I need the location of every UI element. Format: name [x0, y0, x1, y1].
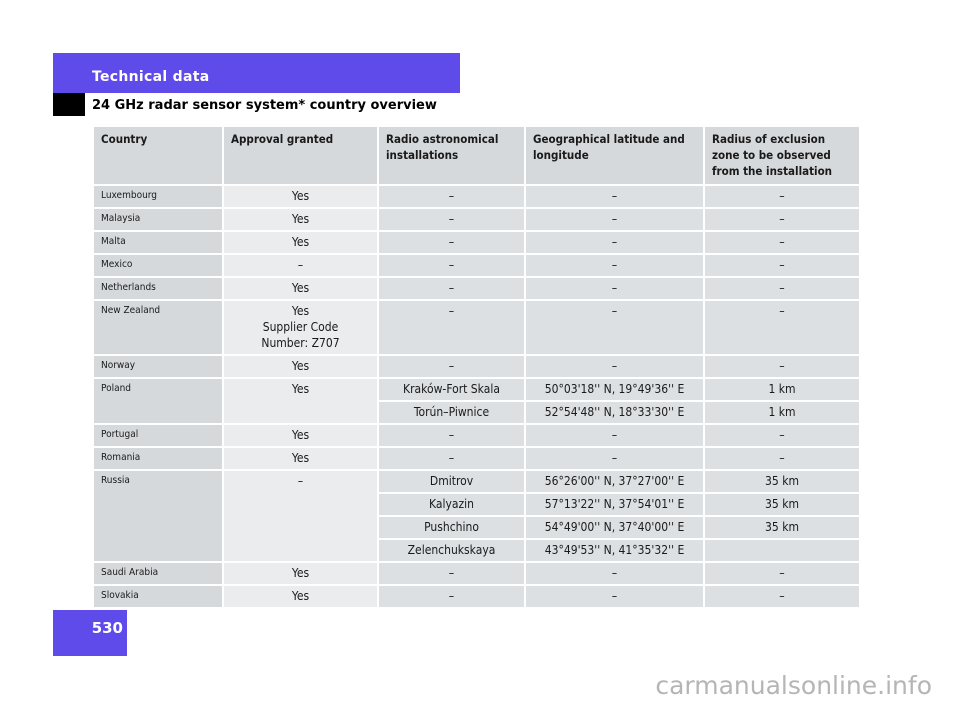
installation-cell: –: [378, 355, 525, 378]
coordinates-cell: 50°03'18'' N, 19°49'36'' E: [525, 378, 704, 401]
table-row: [93, 378, 860, 401]
country-cell: Slovakia: [93, 585, 223, 608]
country-cell: Romania: [93, 447, 223, 470]
country-cell: Luxembourg: [93, 185, 223, 208]
approval-cell: –: [223, 470, 378, 562]
coordinates-cell: –: [525, 254, 704, 277]
table-row: [93, 424, 860, 447]
column-header-coordinates: Geographical latitude and longitude: [525, 126, 704, 185]
coordinates-cell: –: [525, 355, 704, 378]
installation-cell: –: [378, 300, 525, 355]
radius-cell: –: [704, 231, 860, 254]
installation-cell: –: [378, 585, 525, 608]
approval-cell: Yes: [223, 585, 378, 608]
approval-cell: Yes: [223, 185, 378, 208]
table-row: [93, 300, 860, 355]
coordinates-cell: –: [525, 185, 704, 208]
coordinates-cell: –: [525, 208, 704, 231]
country-cell: New Zealand: [93, 300, 223, 355]
installation-cell: –: [378, 185, 525, 208]
approval-cell: Yes: [223, 378, 378, 424]
radius-cell: –: [704, 185, 860, 208]
radius-cell: 35 km: [704, 516, 860, 539]
section-title: Technical data: [92, 69, 210, 85]
table-row: [93, 585, 860, 608]
column-header-installations: Radio astronomical installations: [378, 126, 525, 185]
country-overview-table: [92, 125, 861, 609]
radius-cell: [704, 539, 860, 562]
country-cell: Saudi Arabia: [93, 562, 223, 585]
installation-cell: –: [378, 562, 525, 585]
column-header-approval: Approval granted: [223, 126, 378, 185]
approval-cell: Yes: [223, 231, 378, 254]
installation-cell: Kalyazin: [378, 493, 525, 516]
section-marker: [53, 93, 85, 116]
country-cell: Malaysia: [93, 208, 223, 231]
coordinates-cell: –: [525, 231, 704, 254]
radius-cell: –: [704, 254, 860, 277]
coordinates-cell: 43°49'53'' N, 41°35'32'' E: [525, 539, 704, 562]
coordinates-cell: –: [525, 424, 704, 447]
approval-cell: Yes: [223, 562, 378, 585]
watermark: carmanualsonline.info: [655, 671, 932, 700]
page-number-box: [53, 610, 127, 656]
approval-cell: Yes: [223, 424, 378, 447]
installation-cell: –: [378, 424, 525, 447]
country-cell: Portugal: [93, 424, 223, 447]
table-row: [93, 355, 860, 378]
column-header-country: Country: [93, 126, 223, 185]
table-row: [93, 470, 860, 493]
installation-cell: –: [378, 447, 525, 470]
country-cell: Malta: [93, 231, 223, 254]
coordinates-cell: –: [525, 447, 704, 470]
approval-cell: Yes: [223, 208, 378, 231]
table-body: [93, 185, 860, 608]
radius-cell: –: [704, 355, 860, 378]
table-row: [93, 185, 860, 208]
table-header-row: [93, 126, 860, 185]
radius-cell: –: [704, 277, 860, 300]
approval-cell: Yes: [223, 355, 378, 378]
table-row: [93, 231, 860, 254]
approval-cell: Yes: [223, 447, 378, 470]
installation-cell: Torún–Piwnice: [378, 401, 525, 424]
radius-cell: –: [704, 208, 860, 231]
approval-cell: Yes: [223, 277, 378, 300]
column-header-radius: Radius of exclusion zone to be observed from the installation: [704, 126, 860, 185]
radius-cell: –: [704, 447, 860, 470]
coordinates-cell: –: [525, 277, 704, 300]
table-row: [93, 447, 860, 470]
radius-cell: –: [704, 424, 860, 447]
installation-cell: Dmitrov: [378, 470, 525, 493]
coordinates-cell: –: [525, 562, 704, 585]
radius-cell: 1 km: [704, 378, 860, 401]
installation-cell: –: [378, 231, 525, 254]
radius-cell: –: [704, 585, 860, 608]
approval-cell: –: [223, 254, 378, 277]
coordinates-cell: 56°26'00'' N, 37°27'00'' E: [525, 470, 704, 493]
table-row: [93, 562, 860, 585]
coordinates-cell: –: [525, 300, 704, 355]
approval-cell: Yes Supplier Code Number: Z707: [223, 300, 378, 355]
country-cell: Netherlands: [93, 277, 223, 300]
installation-cell: Zelenchukskaya: [378, 539, 525, 562]
coordinates-cell: 54°49'00'' N, 37°40'00'' E: [525, 516, 704, 539]
page-number: 530: [91, 619, 123, 637]
coordinates-cell: 57°13'22'' N, 37°54'01'' E: [525, 493, 704, 516]
country-cell: Mexico: [93, 254, 223, 277]
country-cell: Poland: [93, 378, 223, 424]
installation-cell: –: [378, 208, 525, 231]
radius-cell: 35 km: [704, 493, 860, 516]
table-row: [93, 277, 860, 300]
page-subtitle: 24 GHz radar sensor system* country overview: [92, 98, 437, 113]
installation-cell: –: [378, 254, 525, 277]
radius-cell: 35 km: [704, 470, 860, 493]
installation-cell: Pushchino: [378, 516, 525, 539]
installation-cell: Kraków-Fort Skala: [378, 378, 525, 401]
table-row: [93, 208, 860, 231]
radius-cell: 1 km: [704, 401, 860, 424]
coordinates-cell: –: [525, 585, 704, 608]
country-cell: Norway: [93, 355, 223, 378]
installation-cell: –: [378, 277, 525, 300]
table-row: [93, 254, 860, 277]
radius-cell: –: [704, 562, 860, 585]
coordinates-cell: 52°54'48'' N, 18°33'30'' E: [525, 401, 704, 424]
radius-cell: –: [704, 300, 860, 355]
country-cell: Russia: [93, 470, 223, 562]
